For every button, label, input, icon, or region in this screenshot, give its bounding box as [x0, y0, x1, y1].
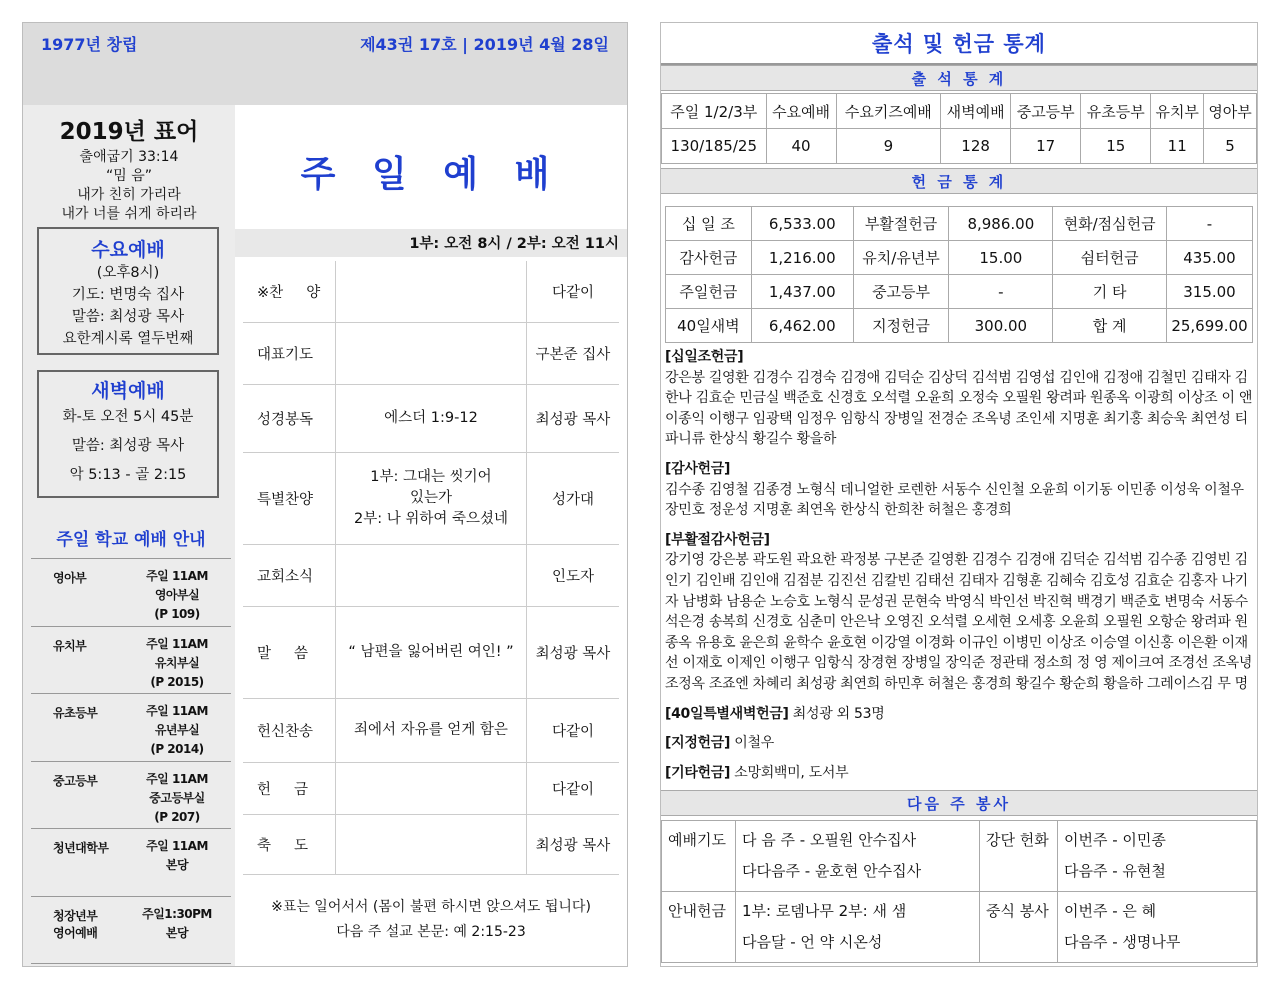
- school-row: [31, 762, 231, 830]
- school-info: [123, 627, 231, 694]
- order-item-person: 구본준 집사: [535, 347, 611, 363]
- order-item-person: 다같이: [551, 782, 595, 798]
- standing-note: ※표는 일어서서 (몸이 불편 하시면 앉으셔도 됩니다): [271, 899, 591, 915]
- sunday-school-guide: [31, 525, 231, 964]
- motto-line: 내가 친히 가리라: [77, 187, 181, 203]
- attendance-value: 11: [1151, 129, 1204, 164]
- order-item-content: [335, 545, 527, 606]
- order-item-content: [335, 815, 527, 874]
- order-item-name: 축 도: [257, 838, 309, 854]
- attendance-header: 수요키즈예배: [836, 94, 941, 129]
- order-item-name: 성경봉독: [257, 412, 314, 428]
- order-item-person: 다같이: [551, 724, 595, 740]
- next-sermon-text: 다음 주 설교 본문: 예 2:15-23: [336, 924, 526, 940]
- prayer-duty: [736, 821, 980, 892]
- year-motto: [23, 113, 235, 224]
- prayer-label: 예배기도: [662, 821, 736, 892]
- offering-title: 헌 금 통 계: [661, 168, 1257, 194]
- bulletin-header: [23, 23, 627, 105]
- school-dept: 유초등부: [53, 706, 98, 720]
- school-info-line: 본당: [165, 858, 189, 872]
- order-row: [243, 453, 619, 545]
- next-week-title: 다음 주 봉사: [661, 790, 1257, 816]
- offering-label: 합 계: [1053, 309, 1167, 343]
- order-item-content: 에스더 1:9-12: [335, 385, 527, 452]
- stats-title: 출석 및 헌금 통계: [661, 23, 1257, 65]
- school-row: [31, 897, 231, 965]
- attendance-value: 17: [1011, 129, 1081, 164]
- pulpit-line: 이번주 - 이민종: [1064, 831, 1166, 849]
- school-info-line: 중고등부실: [149, 790, 205, 805]
- school-row: [31, 627, 231, 695]
- pulpit-line: 다음주 - 유현철: [1064, 862, 1166, 880]
- school-row: [31, 829, 231, 897]
- wednesday-line: 요한계시록 열두번째: [62, 331, 194, 347]
- order-item-name: ※찬 양: [257, 285, 321, 301]
- order-row: [243, 385, 619, 453]
- offering-label: 부활절헌금: [853, 207, 949, 241]
- lunch-duty: [1058, 892, 1257, 963]
- dawn-service-box: [37, 370, 219, 498]
- givers-names: 이철우: [730, 735, 774, 752]
- school-row: [31, 559, 231, 627]
- usher-label: 안내헌금: [662, 892, 736, 963]
- offering-amount: 25,699.00: [1166, 309, 1252, 343]
- founded-year: 1977년 창립: [41, 35, 138, 54]
- order-item-person: 인도자: [551, 569, 595, 585]
- order-row: [243, 323, 619, 385]
- offering-amount: 435.00: [1166, 241, 1252, 275]
- offering-label: 40일새벽: [666, 309, 752, 343]
- issue-info: 제43권 17호 | 2019년 4월 28일: [360, 35, 609, 54]
- givers-block: [665, 704, 1253, 725]
- school-info: [123, 897, 231, 964]
- school-info-line: (P 109): [154, 607, 200, 621]
- givers-category: [40일특별새벽헌금]: [665, 705, 789, 722]
- dawn-line: 화-토 오전 5시 45분: [62, 409, 194, 425]
- order-item-name: 대표기도: [257, 347, 314, 363]
- school-info: [123, 762, 231, 829]
- school-info-line: (P 2014): [150, 742, 204, 756]
- lunch-line: 이번주 - 은 혜: [1064, 902, 1157, 920]
- givers-list: [665, 347, 1253, 792]
- givers-block: [665, 733, 1253, 754]
- givers-names: 소망회백미, 도서부: [730, 764, 849, 781]
- school-info-line: 본당: [165, 925, 189, 940]
- attendance-header: 주일 1/2/3부: [662, 94, 767, 129]
- offering-amount: 315.00: [1166, 275, 1252, 309]
- lunch-label: 중식 봉사: [980, 892, 1058, 963]
- givers-block: [665, 347, 1253, 450]
- offering-amount: -: [949, 275, 1053, 309]
- order-item-name: 헌신찬송: [257, 724, 314, 740]
- attendance-header: 중고등부: [1011, 94, 1081, 129]
- order-item-person: 최성광 목사: [535, 838, 611, 854]
- school-info: [123, 694, 231, 761]
- order-item-person: 다같이: [551, 285, 595, 301]
- school-dept: 청년대학부: [53, 841, 109, 855]
- usher-line: 1부: 로뎀나무 2부: 새 샘: [742, 902, 907, 920]
- order-item-person: 성가대: [551, 492, 595, 508]
- school-info: [123, 829, 231, 896]
- wednesday-line: (오후8시): [96, 265, 160, 281]
- order-item-name: 헌 금: [257, 782, 309, 798]
- service-times: 1부: 오전 8시 / 2부: 오전 11시: [235, 229, 627, 257]
- prayer-line: 다다음주 - 윤호현 안수집사: [742, 862, 922, 880]
- school-info-line: 주일 11AM: [146, 771, 208, 786]
- pulpit-label: 강단 헌화: [980, 821, 1058, 892]
- order-item-content: “ 남편을 잃어버린 여인! ”: [335, 607, 527, 698]
- order-item-content: 죄에서 자유를 얻게 함은: [335, 699, 527, 762]
- lunch-line: 다음주 - 생명나무: [1064, 933, 1181, 951]
- sunday-school-title: 주일 학교 예배 안내: [31, 525, 231, 559]
- offering-label: 주일헌금: [666, 275, 752, 309]
- wednesday-service-title: 수요예배: [91, 239, 165, 261]
- school-info-line: 주일 11AM: [146, 839, 208, 853]
- givers-names: 최성광 외 53명: [788, 705, 885, 722]
- givers-block: [665, 530, 1253, 695]
- offering-amount: 15.00: [949, 241, 1053, 275]
- offering-row: [666, 241, 1253, 275]
- attendance-value: 40: [766, 129, 836, 164]
- offering-row: [666, 275, 1253, 309]
- offering-label: 감사헌금: [666, 241, 752, 275]
- attendance-value: 130/185/25: [662, 129, 767, 164]
- left-sidebar: [23, 105, 235, 966]
- usher-duty: [736, 892, 980, 963]
- school-dept: 청장년부 영어예배: [53, 908, 98, 940]
- offering-amount: 6,462.00: [751, 309, 853, 343]
- motto-line: 내가 너를 쉬게 하리라: [61, 206, 197, 222]
- sunday-service-title: 주 일 예 배: [300, 154, 562, 195]
- offering-label: 지정헌금: [853, 309, 949, 343]
- bulletin-stats-page: [660, 22, 1258, 967]
- givers-category: [기타헌금]: [665, 764, 731, 781]
- service-note: [235, 895, 627, 945]
- school-info-line: 유년부실: [154, 723, 200, 737]
- offering-amount: 8,986.00: [949, 207, 1053, 241]
- givers-block: [665, 763, 1253, 784]
- order-row: [243, 699, 619, 763]
- givers-category: [감사헌금]: [665, 460, 731, 477]
- offering-label: 기 타: [1053, 275, 1167, 309]
- givers-category: [지정헌금]: [665, 735, 731, 752]
- school-info-line: (P 2015): [150, 674, 204, 689]
- order-row: [243, 815, 619, 875]
- order-item-name: 특별찬양: [257, 492, 314, 508]
- bulletin-front-page: [22, 22, 628, 967]
- school-info: [123, 559, 231, 626]
- wednesday-line: 기도: 변명숙 집사: [71, 287, 185, 303]
- order-item-person: 최성광 목사: [535, 646, 611, 662]
- wednesday-line: 말씀: 최성광 목사: [71, 309, 185, 325]
- attendance-value: 15: [1081, 129, 1151, 164]
- attendance-header: 유치부: [1151, 94, 1204, 129]
- givers-names: 강은봉 길영환 김경수 김경숙 김경애 김덕순 김상덕 김석범 김영섭 김인애 김정애 김철민 김태자 김한나 김효순 민금실 백준호 신경호 오석렬 오윤희 오정숙 오필원 왕려파 원종옥 이광희 이상조 이 앤 이종익 이행구 임광택 임정우 임항식 장병일 전경순 조옥녕 조인세 지명훈 최기홍 최승욱 최연성 티파니류 한상식 황길수 황을하: [665, 369, 1253, 448]
- school-info-line: 유치부실: [154, 655, 200, 670]
- attendance-header: 새벽예배: [941, 94, 1011, 129]
- order-item-person: 최성광 목사: [535, 412, 611, 428]
- attendance-table: [661, 93, 1257, 164]
- school-info-line: (P 207): [154, 809, 200, 824]
- school-dept: 유치부: [53, 638, 87, 653]
- service-order: [243, 261, 619, 875]
- school-dept: 중고등부: [53, 773, 98, 788]
- offering-amount: 6,533.00: [751, 207, 853, 241]
- order-row: [243, 607, 619, 699]
- offering-table: [665, 206, 1253, 343]
- school-info-line: 주일 11AM: [146, 704, 208, 718]
- pulpit-duty: [1058, 821, 1257, 892]
- dawn-service-title: 새벽예배: [91, 380, 165, 402]
- offering-label: 쉼터헌금: [1053, 241, 1167, 275]
- school-info-line: 주일1:30PM: [142, 906, 212, 921]
- next-week-duty-table: [661, 820, 1257, 963]
- order-item-content: 1부: 그대는 씻기어 있는가 2부: 나 위하여 죽으셨네: [335, 453, 527, 544]
- order-item-name: 교회소식: [257, 569, 314, 585]
- school-info-line: 주일 11AM: [146, 636, 208, 651]
- prayer-line: 다 음 주 - 오필원 안수집사: [742, 831, 917, 849]
- usher-line: 다음달 - 언 약 시온성: [742, 933, 883, 951]
- motto-title: 2019년 표어: [59, 119, 199, 145]
- wednesday-service-box: [37, 227, 219, 355]
- offering-label: 유치/유년부: [853, 241, 949, 275]
- givers-names: 김수종 김영철 김종경 노형식 데니얼한 로렌한 서동수 신인철 오윤희 이기동 이민종 이성욱 이철우 장민호 정운성 지명훈 최연옥 한상식 한희찬 허철은 홍경희: [665, 481, 1244, 519]
- offering-amount: 1,216.00: [751, 241, 853, 275]
- order-row: [243, 763, 619, 815]
- givers-block: [665, 459, 1253, 521]
- attendance-value: 128: [941, 129, 1011, 164]
- attendance-value: 9: [836, 129, 941, 164]
- attendance-header: 영아부: [1204, 94, 1257, 129]
- order-item-content: [335, 323, 527, 384]
- order-row: [243, 261, 619, 323]
- attendance-title: 출 석 통 계: [661, 65, 1257, 91]
- school-dept: 영아부: [53, 571, 87, 585]
- attendance-value: 5: [1204, 129, 1257, 164]
- offering-label: 현화/점심헌금: [1053, 207, 1167, 241]
- offering-amount: 300.00: [949, 309, 1053, 343]
- order-item-content: [335, 763, 527, 814]
- motto-line: 출애굽기 33:14: [79, 149, 179, 165]
- attendance-header: 유초등부: [1081, 94, 1151, 129]
- offering-row: [666, 309, 1253, 343]
- order-item-name: 말 씀: [257, 646, 309, 662]
- dawn-line: 악 5:13 - 골 2:15: [69, 467, 187, 483]
- school-info-line: 주일 11AM: [146, 569, 208, 583]
- school-info-line: 영아부실: [154, 588, 200, 602]
- attendance-header: 수요예배: [766, 94, 836, 129]
- givers-category: [부활절감사헌금]: [665, 531, 770, 548]
- order-item-content: [335, 261, 527, 322]
- motto-line: “밈 음”: [105, 168, 152, 184]
- order-row: [243, 545, 619, 607]
- givers-category: [십일조헌금]: [665, 349, 744, 365]
- givers-names: 강기영 강은봉 곽도원 곽요한 곽정봉 구본준 길영환 김경수 김경애 김덕순 김석범 김수종 김영빈 김인기 김인배 김인애 김점분 김진선 김칼빈 김태선 김태자 김형훈 김혜숙 김호성 김효순 김홍자 나기자 남병화 남용순 노승호 노형식 문성권 문현숙 박영식 박인선 박진혁 백경기 백준호 변명숙 서동수 석은경 송복희 신경호 심춘미 안은낙 오영진 오석렬 오세현 오세홍 오윤희 오필원 오항순 왕려파 원종옥 유용호 윤은희 윤학수 윤호현 이강열 이경화 이규인 이병민 이상조 이승열 이신홍 이은환 이재선 이재호 이제인 이행구 임항식 장경현 장병일 장익준 정관태 정소희 정 영 제이크여 조경선 조옥녕 조정옥 조죠엔 차혜리 최성광 최연희 하민후 허철은 홍경희 황길수 황순희 황을하 그레이스김 무 명: [665, 552, 1253, 692]
- offering-amount: -: [1166, 207, 1252, 241]
- offering-label: 중고등부: [853, 275, 949, 309]
- school-row: [31, 694, 231, 762]
- offering-label: 십 일 조: [666, 207, 752, 241]
- offering-amount: 1,437.00: [751, 275, 853, 309]
- offering-row: [666, 207, 1253, 241]
- dawn-line: 말씀: 최성광 목사: [71, 438, 185, 454]
